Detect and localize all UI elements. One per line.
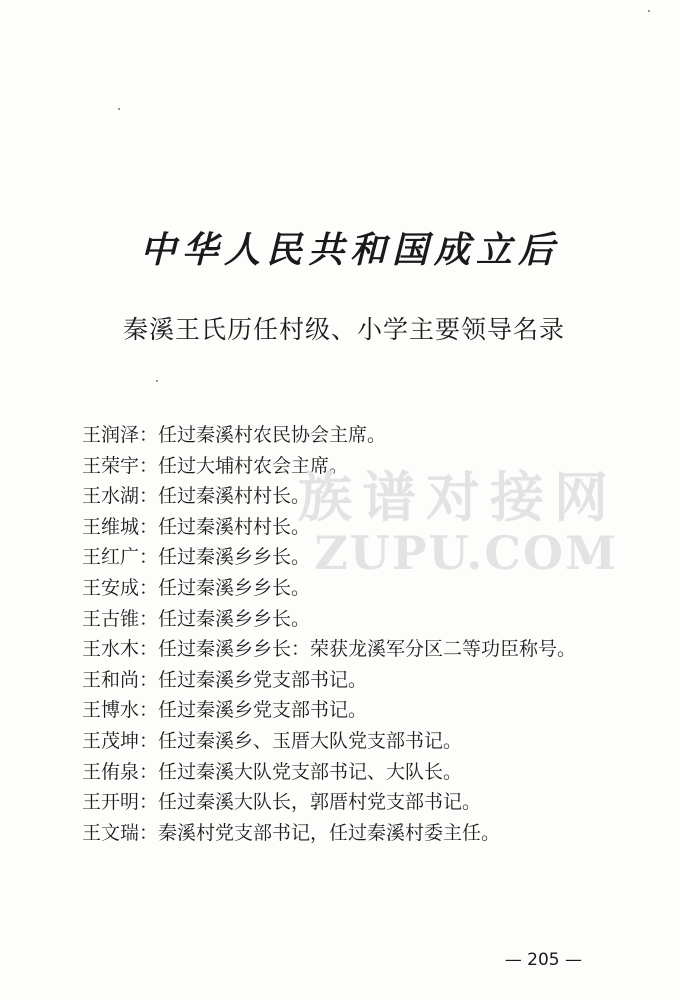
entry-separator: ： (139, 699, 159, 722)
entry-separator: ： (139, 821, 159, 844)
entry-separator: ： (139, 668, 159, 691)
entry-description: 任过秦溪大队党支部书记、大队长。 (158, 760, 463, 783)
entry-name: 王和尚 (82, 668, 140, 691)
entry-name: 王侑泉 (82, 760, 140, 783)
list-item (82, 726, 622, 757)
page-title: 中华人民共和国成立后 (139, 229, 560, 271)
entry-description: 任过秦溪乡、玉厝大队党支部书记。 (158, 729, 463, 752)
entry-name: 王开明 (82, 791, 140, 814)
entry-name: 王文瑞 (82, 821, 140, 844)
page-number: — 205 — (504, 950, 582, 970)
entry-name: 王博水 (82, 699, 140, 722)
list-item (82, 818, 622, 849)
list-item (82, 787, 622, 818)
entry-name: 王水木 (82, 638, 140, 661)
leader-list (82, 420, 622, 848)
watermark-text-cn: 族谱对接网 (298, 466, 618, 529)
list-item (82, 512, 622, 543)
list-item (82, 451, 622, 482)
page-subtitle: 秦溪王氏历任村级、小学主要领导名录 (122, 315, 565, 344)
entry-description: 任过秦溪村村长。 (158, 515, 311, 538)
entry-separator: ： (139, 607, 159, 630)
list-item (82, 695, 622, 726)
entry-name: 王安成 (82, 576, 140, 599)
entry-description: 秦溪村党支部书记，任过秦溪村委主任。 (158, 821, 501, 844)
list-item (82, 665, 622, 696)
entry-name: 王古锥 (82, 607, 140, 630)
entry-name: 王红广 (82, 546, 140, 569)
entry-name: 王润泽 (82, 424, 140, 446)
list-item (82, 420, 622, 451)
entry-separator: ： (139, 485, 159, 508)
entry-separator: ： (139, 729, 159, 752)
entry-description: 任过秦溪大队长，郭厝村党支部书记。 (158, 791, 482, 814)
list-item (82, 542, 622, 573)
list-item (82, 481, 622, 512)
entry-separator: ： (139, 546, 159, 569)
entry-separator: ： (139, 791, 159, 814)
entry-description: 任过秦溪村农民协会主席。 (158, 424, 387, 446)
scan-speck (648, 10, 650, 12)
entry-separator: ： (139, 424, 159, 446)
list-item (82, 757, 622, 788)
entry-separator: ： (139, 515, 159, 538)
entry-description: 任过秦溪乡党支部书记。 (158, 699, 368, 722)
entry-name: 王维城 (82, 515, 140, 538)
scan-speck (118, 108, 120, 110)
entry-separator: ： (139, 576, 159, 599)
entry-description: 任过秦溪乡乡长。 (158, 546, 311, 569)
entry-description: 任过秦溪乡乡长：荣获龙溪军分区二等功臣称号。 (158, 638, 577, 661)
scan-speck (156, 380, 158, 382)
watermark-text-en: ZUPU.COM (314, 526, 618, 580)
entry-description: 任过秦溪乡乡长。 (158, 607, 311, 630)
list-item (82, 604, 622, 635)
entry-name: 王荣宇 (82, 454, 140, 477)
entry-separator: ： (139, 638, 159, 661)
entry-name: 王水湖 (82, 485, 140, 508)
entry-description: 任过秦溪乡党支部书记。 (158, 668, 368, 691)
entry-description: 任过秦溪乡乡长。 (158, 576, 311, 599)
entry-name: 王茂坤 (82, 729, 140, 752)
entry-description: 任过大埔村农会主席。 (158, 454, 349, 477)
list-item (82, 634, 622, 665)
entry-separator: ： (139, 760, 159, 783)
list-item (82, 573, 622, 604)
entry-description: 任过秦溪村村长。 (158, 485, 311, 508)
entry-separator: ： (139, 454, 159, 477)
